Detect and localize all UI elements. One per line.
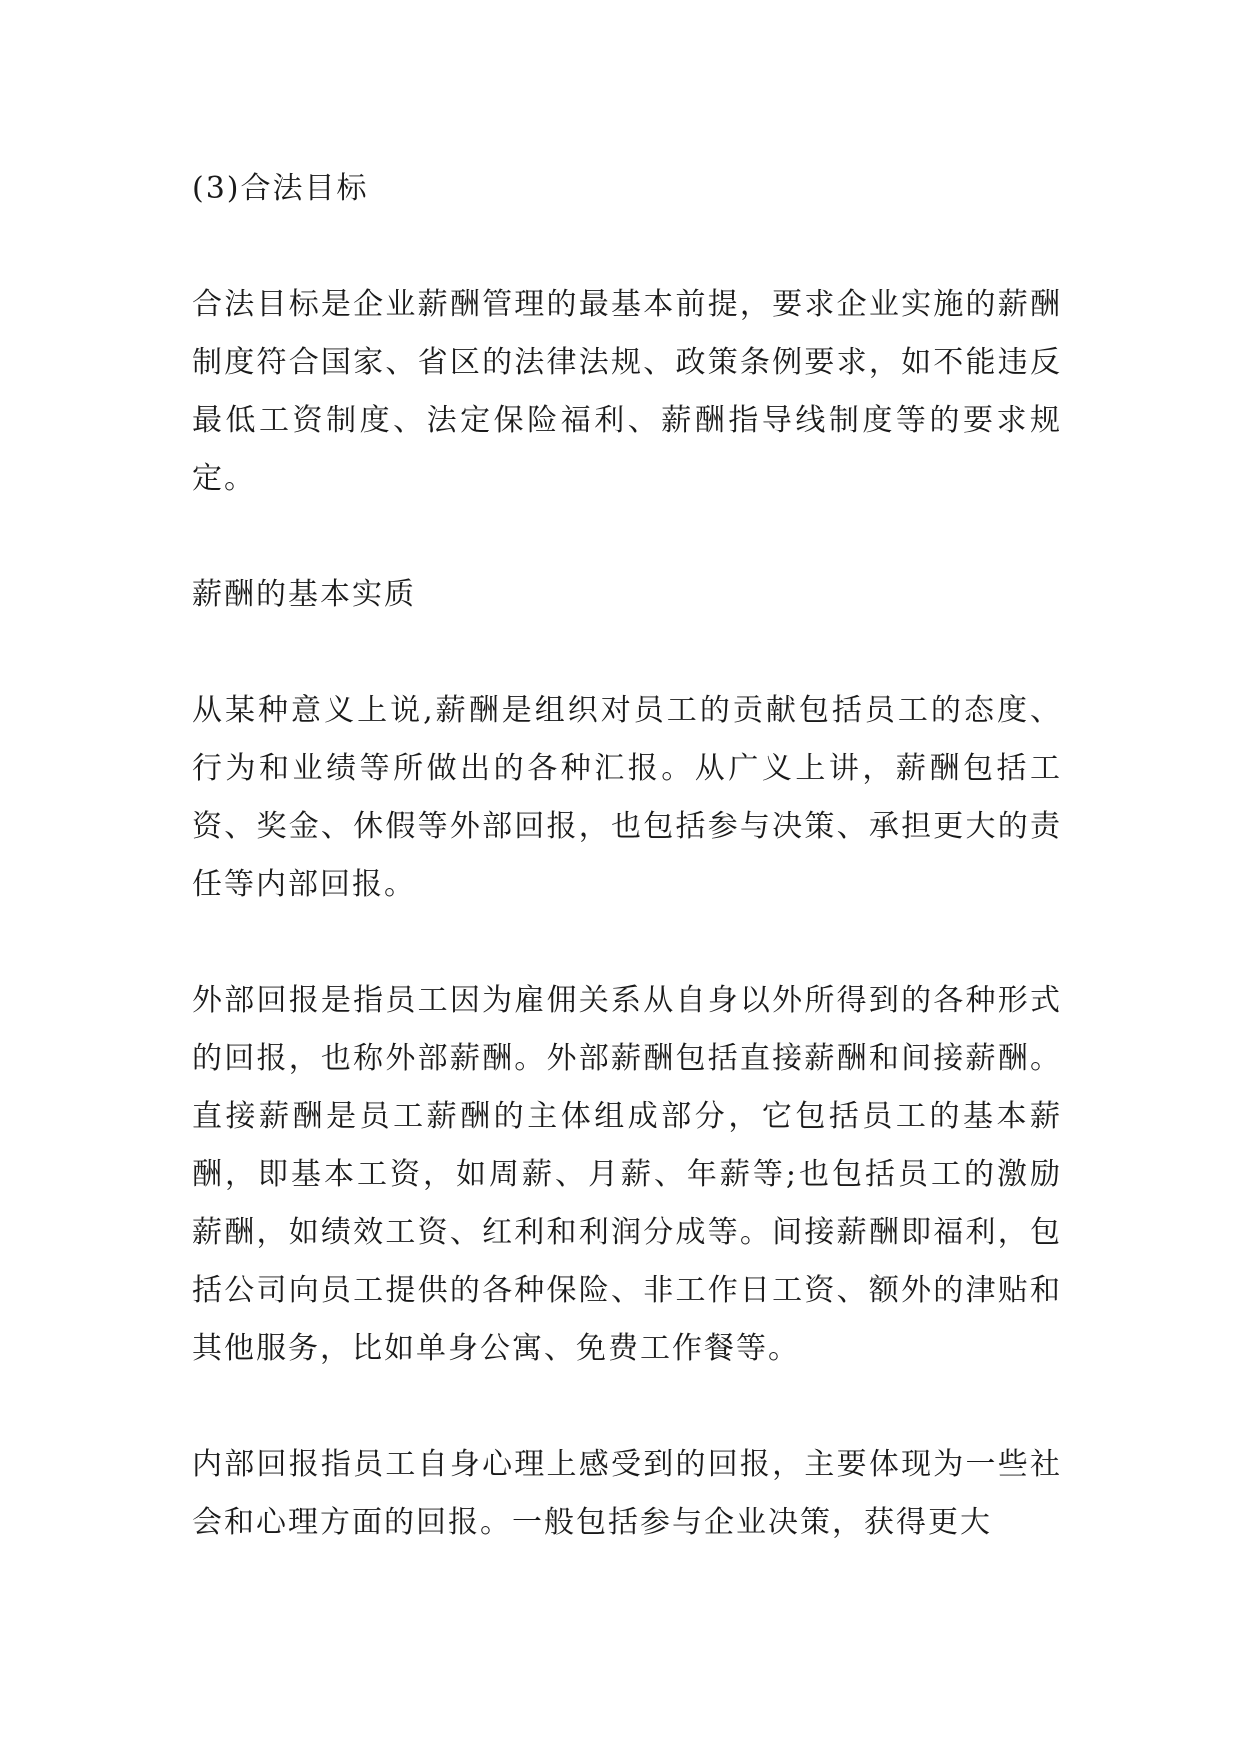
paragraph-legal-goal: 合法目标是企业薪酬管理的最基本前提，要求企业实施的薪酬制度符合国家、省区的法律法规、政策条例要求，如不能违反最低工资制度、法定保险福利、薪酬指导线制度等的要求规定。 — [192, 287, 1062, 496]
spacer — [192, 624, 1062, 682]
spacer — [192, 218, 1062, 276]
paragraph-internal-reward: 内部回报指员工自身心理上感受到的回报，主要体现为一些社会和心理方面的回报。一般包括参与企业决策，获得更大 — [192, 1447, 1062, 1540]
subheading-essence: 薪酬的基本实质 — [192, 577, 416, 612]
paragraph-external-reward: 外部回报是指员工因为雇佣关系从自身以外所得到的各种形式的回报，也称外部薪酬。外部薪酬包括直接薪酬和间接薪酬。直接薪酬是员工薪酬的主体组成部分，它包括员工的基本薪酬，即基本工资，如周薪、月薪、年薪等;也包括员工的激励薪酬，如绩效工资、红利和利润分成等。间接薪酬即福利，包括公司向员工提供的各种保险、非工作日工资、额外的津贴和其他服务，比如单身公寓、免费工作餐等。 — [192, 983, 1062, 1366]
spacer — [192, 508, 1062, 566]
paragraph-compensation-meaning: 从某种意义上说,薪酬是组织对员工的贡献包括员工的态度、行为和业绩等所做出的各种汇报。从广义上讲，薪酬包括工资、奖金、休假等外部回报，也包括参与决策、承担更大的责任等内部回报。 — [192, 693, 1062, 902]
section-heading: (3)合法目标 — [192, 171, 369, 206]
document-page — [192, 160, 1062, 1552]
spacer — [192, 1378, 1062, 1436]
spacer — [192, 914, 1062, 972]
